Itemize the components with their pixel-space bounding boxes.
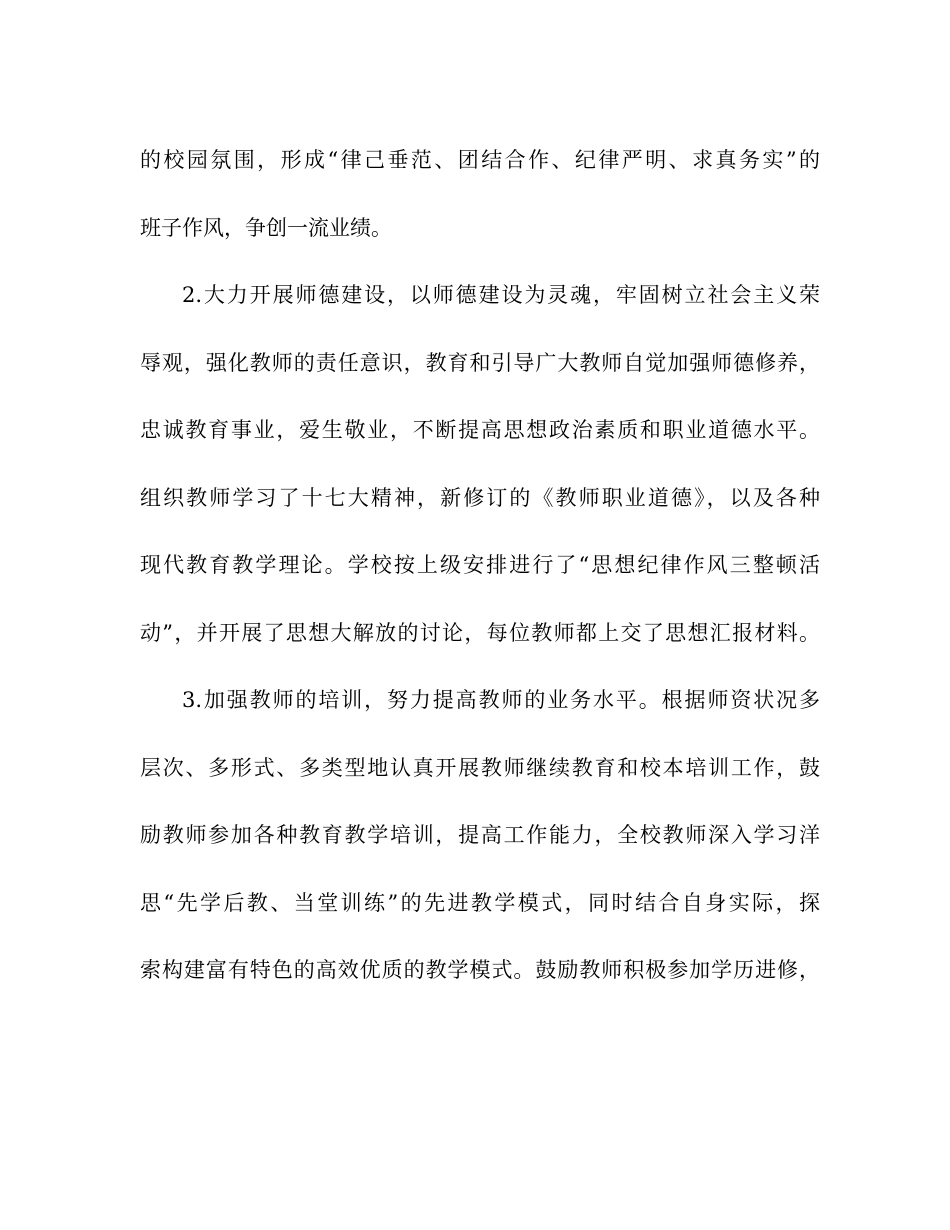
- text-line-1: 的校园氛围，形成“律己垂范、团结合作、纪律严明、求真务实”的: [140, 148, 820, 172]
- text-line-9: 3.加强教师的培训，努力提高教师的业务水平。根据师资状况多: [182, 688, 820, 712]
- text-line-3: 2.大力开展师德建设，以师德建设为灵魂，牢固树立社会主义荣: [182, 283, 820, 307]
- text-line-11: 励教师参加各种教育教学培训，提高工作能力，全校教师深入学习洋: [140, 823, 820, 847]
- text-line-7: 现代教育教学理论。学校按上级安排进行了“思想纪律作风三整顿活: [140, 553, 820, 577]
- text-line-8: 动”，并开展了思想大解放的讨论，每位教师都上交了思想汇报材料。: [140, 621, 820, 645]
- text-line-5: 忠诚教育事业，爱生敬业，不断提高思想政治素质和职业道德水平。: [140, 418, 820, 442]
- text-line-13: 索构建富有特色的高效优质的教学模式。鼓励教师积极参加学历进修，: [140, 958, 820, 982]
- text-line-12: 思“先学后教、当堂训练”的先进教学模式，同时结合自身实际，探: [140, 891, 820, 915]
- text-line-2: 班子作风，争创一流业绩。: [140, 216, 392, 240]
- text-line-10: 层次、多形式、多类型地认真开展教师继续教育和校本培训工作，鼓: [140, 756, 820, 780]
- text-line-6: 组织教师学习了十七大精神，新修订的《教师职业道德》，以及各种: [140, 486, 820, 510]
- text-line-4: 辱观，强化教师的责任意识，教育和引导广大教师自觉加强师德修养，: [140, 351, 820, 375]
